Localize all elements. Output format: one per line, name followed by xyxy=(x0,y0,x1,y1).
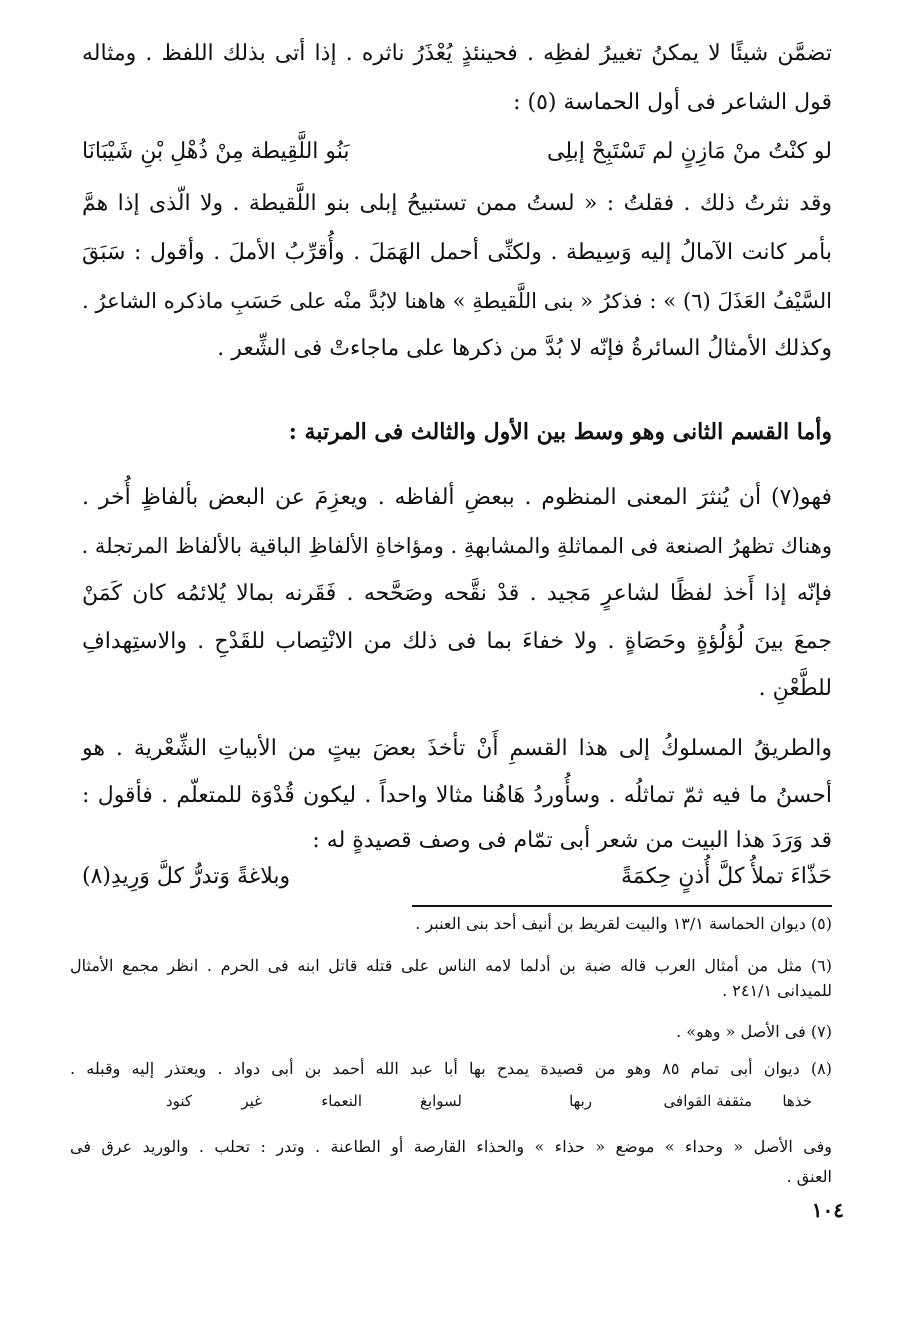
footnote-verse-word: النعماء xyxy=(321,1092,362,1110)
footnote-continuation: وفى الأصل « وحداء » موضع « حذاء » والحذاء القارصة أو الطاعنة . وتدر : تحلب . والوريد عرق فى xyxy=(70,1137,832,1156)
text-line: وكذلك الأمثالُ السائرةُ فإنّه لا بُدَّ من ذكرها على ماجاءتْ فى الشِّعر . xyxy=(217,336,832,361)
page-number: ١٠٤ xyxy=(811,1198,844,1222)
text-line: قد وَرَدَ هذا البيت من شعر أبى تمّام فى وصف قصيدةٍ له : xyxy=(312,828,832,853)
text-line: قول الشاعر فى أول الحماسة (٥) : xyxy=(513,90,832,115)
footnote-verse-word: غير xyxy=(241,1092,262,1110)
text-line: السَّيْفُ العَذَلَ (٦) » : فذكرُ « بنى اللَّقيطةِ » هاهنا لابُدَّ منْه على حَسَبِ ماذكره الشاعرُ . xyxy=(82,289,832,313)
text-line: بأمر كانت الآمالُ إليه وَسِيطة . ولكنِّى أحمل الهَمَلَ . وأُقرِّبُ الأملَ . وأقول : سَبَقَ xyxy=(82,240,832,265)
footnote: (٥) ديوان الحماسة ١٣/١ والبيت لقريط بن أنيف أحد بنى العنبر . xyxy=(415,914,832,933)
text-line: تضمَّن شيئًا لا يمكنُ تغييرُ لفظِه . فحينئذٍ يُعْذَرُ ناثره . إذا أتى بذلك اللفظ . ومثاله xyxy=(82,41,832,66)
verse-line xyxy=(82,135,832,169)
text-line: والطريقُ المسلوكُ إلى هذا القسمِ أَنْ تأخذَ بعضَ بيتٍ من الأبياتِ الشِّعْرية . هو xyxy=(82,736,832,761)
footnote: (٦) مثل من أمثال العرب قاله ضبة بن أدلما لامه الناس على قتله قاتل ابنه فى الحرم . انظر مجمع الأمثال xyxy=(70,956,832,975)
footnote-verse xyxy=(82,1088,832,1114)
text-line: جمعَ بينَ لُؤلُؤةٍ وحَصَاةٍ . ولا خفاءَ بما فى ذلك من الانْتِصاب للقَدْحِ . والاستِهدافِ xyxy=(82,629,832,654)
footnote-verse-word: ربها xyxy=(569,1092,592,1110)
footnote-divider xyxy=(412,905,832,907)
section-heading: وأما القسم الثانى وهو وسط بين الأول والثالث فى المرتبة : xyxy=(288,419,832,445)
verse-hemistich-right: لو كنْتُ منْ مَازِنٍ لم تَسْتَبِحْ إبلِى xyxy=(547,139,832,164)
footnote-verse-word: خذها xyxy=(782,1092,812,1110)
footnote-verse-word: لسوابغ xyxy=(419,1092,462,1110)
text-line: وهناك تظهرُ الصنعة فى المماثلةِ والمشابهةِ . ومؤاخاةِ الألفاظِ الباقية بالألفاظ المرتجلة . xyxy=(81,534,832,558)
text-line: فهو(٧) أن يُنثرَ المعنى المنظوم . ببعضِ ألفاظه . ويعزِمَ عن البعض بألفاظٍ أُخر . xyxy=(82,485,832,510)
footnote: (٧) فى الأصل « وهو» . xyxy=(676,1022,832,1041)
footnote-verse-word: مثقفة القوافى xyxy=(663,1092,752,1110)
text-line: فإنّه إذا أَخذ لفظًا لشاعرٍ مَجيد . قدْ نقَّحه وصَحَّحه . فَقَرنه بمالا يُلائمُه كان كَمَنْ xyxy=(82,581,832,606)
footnote-continuation: العنق . xyxy=(786,1167,832,1186)
text-line: وقد نثرتُ ذلك . فقلتُ : « لستُ ممن تستبيحُ إبلى بنو اللَّقيطة . ولا الّذى إذا همَّ xyxy=(82,191,832,216)
text-line: أحسنُ ما فيه ثمّ تماثلُه . وسأُوردُ هَاهُنا مثالا واحداً . ليكون قُدْوَة للمتعلّم . فأقول : xyxy=(82,783,832,808)
text-line: للطَّعْنِ . xyxy=(758,676,832,701)
verse-line xyxy=(82,860,832,894)
footnote-continuation: للميدانى ٢٤١/١ . xyxy=(722,981,832,1000)
footnote-verse-word: كنود xyxy=(165,1092,192,1110)
footnote: (٨) ديوان أبى تمام ٨٥ وهو من قصيدة يمدح بها أبا عبد الله أحمد بن أبى دواد . ويعتذر إليه وقبله . xyxy=(70,1059,833,1078)
verse-hemistich-left: بَنُو اللَّقِيطة مِنْ ذُهْلِ بْنِ شَيْبَانَا xyxy=(82,139,350,164)
verse-hemistich-right: حَذّاءَ تملأُ كلَّ أُذنٍ حِكمَةً xyxy=(620,864,832,889)
verse-hemistich-left: وبلاغةً وَتدرُّ كلَّ وَرِيدِ(٨) xyxy=(82,864,291,889)
